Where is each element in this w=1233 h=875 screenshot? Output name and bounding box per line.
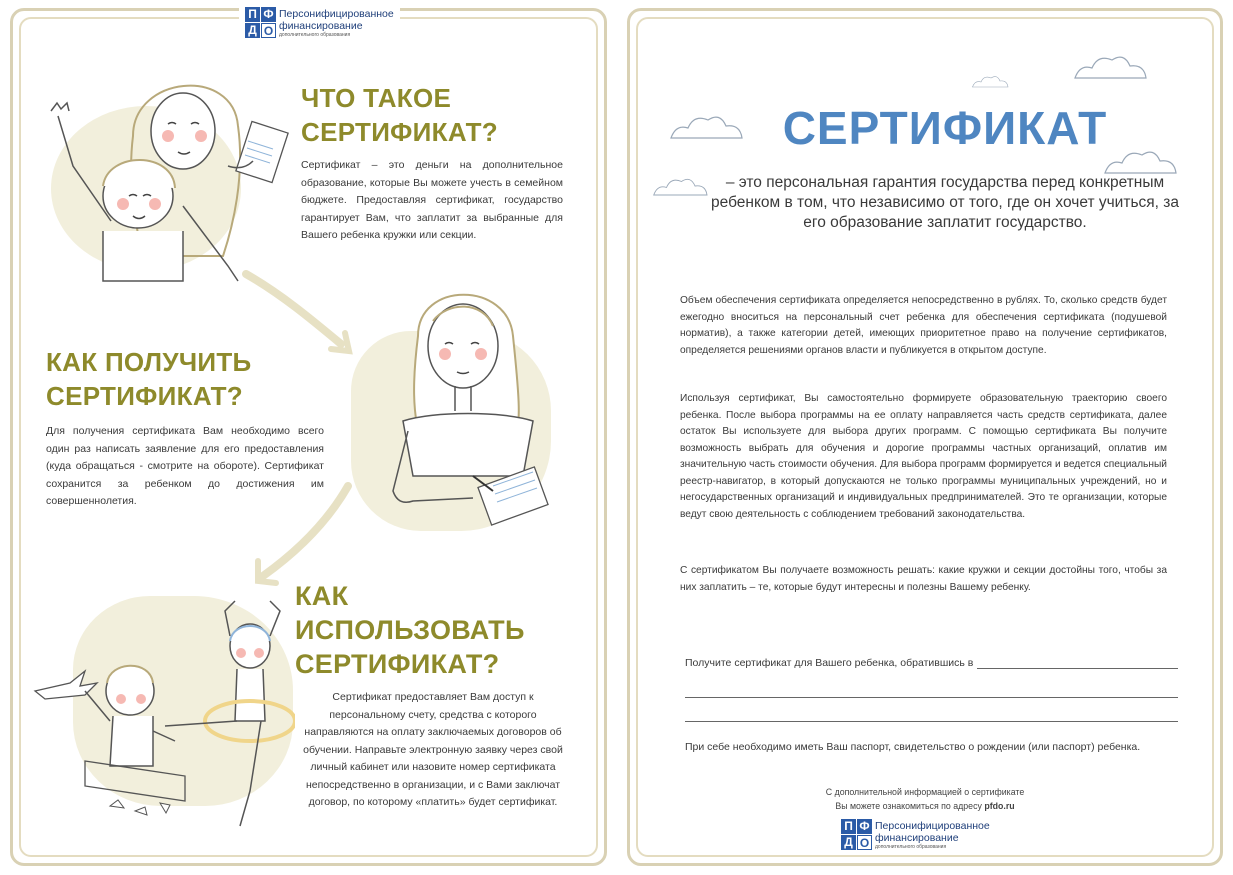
logo-line-3: дополнительного образования	[279, 31, 351, 38]
logo-letter: Ф	[857, 819, 872, 834]
heading-how-to-get: КАК ПОЛУЧИТЬ СЕРТИФИКАТ?	[46, 347, 252, 411]
cloud-icon	[666, 106, 746, 146]
blank-line	[685, 697, 1178, 698]
paragraph-how-to-use: Сертификат предоставляет Вам доступ к персональному счету, средства с которого направляются на оплату заключаемых договоров об обучении. Направьте электронную заявку через свой личный кабинет или назовите номер сертификата непосредственно в организации, и с Вами заключат договор, по которому «платить» будет сертификат.	[303, 691, 563, 808]
info-line-2-prefix: Вы можете ознакомиться по адресу	[835, 801, 982, 811]
right-page	[627, 8, 1223, 866]
heading-what-is-certificate: ЧТО ТАКОЕ СЕРТИФИКАТ?	[301, 83, 498, 147]
logo-line-3: дополнительного образования	[875, 843, 947, 850]
cloud-icon	[1070, 46, 1150, 86]
logo-letter: Ф	[261, 7, 276, 22]
logo-letter: Д	[245, 23, 260, 38]
logo-letter: П	[245, 7, 260, 22]
logo-line-1: Персонифицированное	[875, 819, 990, 832]
cloud-icon	[970, 71, 1010, 91]
logo-letter: О	[857, 835, 872, 850]
left-page	[10, 8, 607, 866]
logo-mark	[245, 7, 276, 38]
mother-child-illustration	[33, 56, 293, 286]
paragraph-how-to-get: Для получения сертификата Вам необходимо всего один раз написать заявление для его предоставления (куда обращаться - смотрите на обороте). Сертификат сохранится за ребенком до достижения им совершеннолетия.	[46, 425, 324, 507]
logo-mark	[841, 819, 872, 850]
documents-note: При себе необходимо иметь Ваш паспорт, свидетельство о рождении (или паспорт) ребенка.	[685, 741, 1141, 753]
logo-text	[875, 819, 990, 850]
contact-fill-line	[977, 657, 1178, 669]
info-url: pfdo.ru	[984, 801, 1015, 811]
pfdo-logo	[239, 5, 400, 40]
info-line-2	[750, 801, 1100, 811]
logo-letter: О	[261, 23, 276, 38]
contact-fill-row	[685, 657, 1178, 669]
logo-line-1: Персонифицированное	[279, 7, 394, 20]
cloud-icon	[650, 171, 710, 201]
logo-text	[279, 7, 394, 38]
kids-playing-illustration	[25, 591, 295, 841]
paragraph-funding: Объем обеспечения сертификата определяется непосредственно в рублях. То, сколько средств будет ежегодно вноситься на персональный счет ребенка для обеспечения сертификата (подушевой норматив), а также категории детей, имеющих приоритетное право на получение сертификатов, определяется решениями органов власти и публикуется в открытом доступе.	[680, 295, 1167, 356]
certificate-title: СЕРТИФИКАТ	[782, 102, 1108, 154]
paragraph-usage: Используя сертификат, Вы самостоятельно формируете образовательную траекторию своего ребенка. После выбора программы на ее оплату направляется часть средств сертификата, далее остаток Вы используете для выбора других программ. С помощью сертификата Вы получите возможность выбрать для обучения и дорогие программы частных организаций, оплатив им значительную часть стоимости обучения. Для выбора программ формируется и ведется специальный реестр-навигатор, в который допускаются не только программы муниципальных учреждений, но и негосударственных организаций и индивидуальных предпринимателей. Это те организации, которые ведут свою деятельность с соблюдением требований законодательства.	[680, 393, 1167, 520]
paragraph-choice: С сертификатом Вы получаете возможность решать: какие кружки и секции достойны того, чтобы за них заплатить – те, которые будут интересны и полезны Вашему ребенку.	[680, 565, 1167, 593]
blank-line	[685, 721, 1178, 722]
logo-letter: Д	[841, 835, 856, 850]
logo-letter: П	[841, 819, 856, 834]
woman-writing-illustration	[373, 276, 573, 536]
certificate-subtitle: – это персональная гарантия государства перед конкретным ребенком в том, что независимо от того, где он хочет учиться, за его образование заплатит государство.	[711, 174, 1179, 231]
logo-line-2: финансирование	[875, 831, 959, 844]
logo-line-2: финансирование	[279, 19, 363, 32]
pfdo-logo	[835, 817, 996, 852]
paragraph-what-is-certificate: Сертификат – это деньги на дополнительное образование, которые Вы можете учесть в семейном бюджете. Предоставляя сертификат, государство гарантирует Вам, что заплатит за выбранные для Вашего ребенка кружки или секции.	[301, 159, 563, 241]
contact-fill-label: Получите сертификат для Вашего ребенка, обратившись в	[685, 657, 974, 669]
heading-how-to-use: КАК ИСПОЛЬЗОВАТЬ СЕРТИФИКАТ?	[295, 581, 525, 679]
info-line-1: С дополнительной информацией о сертификате	[825, 787, 1025, 797]
